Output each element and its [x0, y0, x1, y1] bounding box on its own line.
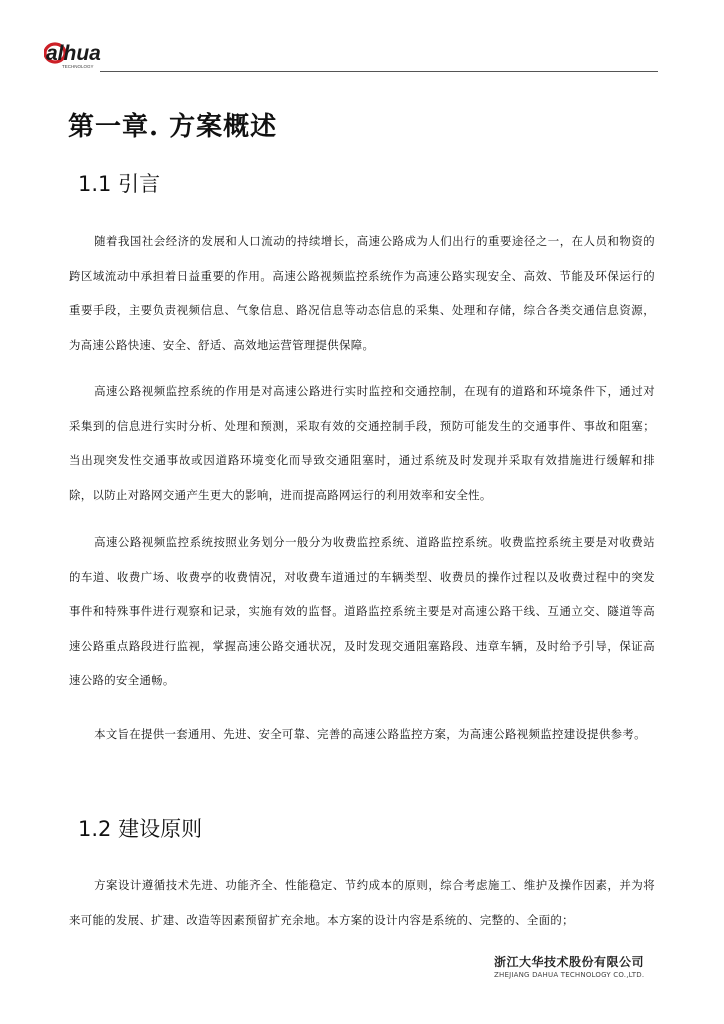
- chapter-title: 第一章. 方案概述: [68, 112, 278, 142]
- page-footer: [494, 955, 654, 985]
- page-header: [44, 40, 658, 74]
- header-rule: [100, 71, 658, 72]
- paragraph: 本文旨在提供一套通用、先进、安全可靠、完善的高速公路监控方案，为高速公路视频监控建设提供参考。: [94, 727, 646, 741]
- paragraph: 高速公路视频监控系统按照业务划分一般分为收费监控系统、道路监控系统。收费监控系统主要是对收费站的车道、收费广场、收费亭的收费情况，对收费车道通过的车辆类型、收费员的操作过程以及收费过程中的突发事件和特殊事件进行观察和记录，实施有效的监督。道路监控系统主要是对高速公路干线、互通立交、隧道等高速公路重点路段进行监视，掌握高速公路交通状况，及时发现交通阻塞路段、违章车辆，及时给予引导，保证高速公路的安全通畅。: [69, 535, 655, 688]
- logo-wordmark: alhua: [46, 42, 101, 65]
- dahua-logo: [44, 40, 134, 70]
- footer-company-cn: 浙江大华技术股份有限公司: [494, 955, 645, 969]
- logo-subtext: TECHNOLOGY: [62, 64, 94, 69]
- section-title-principles: 1.2 建设原则: [78, 817, 203, 841]
- paragraph: 方案设计遵循技术先进、功能齐全、性能稳定、节约成本的原则，综合考虑施工、维护及操作因素，并为将来可能的发展、扩建、改造等因素预留扩充余地。本方案的设计内容是系统的、完整的、全面的；: [69, 878, 655, 927]
- paragraph: 高速公路视频监控系统的作用是对高速公路进行实时监控和交通控制，在现有的道路和环境条件下，通过对采集到的信息进行实时分析、处理和预测，采取有效的交通控制手段，预防可能发生的交通事件、事故和阻塞；当出现突发性交通事故或因道路环境变化而导致交通阻塞时，通过系统及时发现并采取有效措施进行缓解和排除，以防止对路网交通产生更大的影响，进而提高路网运行的利用效率和安全性。: [69, 384, 655, 502]
- footer-company-en: ZHEJIANG DAHUA TECHNOLOGY CO.,LTD.: [494, 971, 645, 979]
- dahua-logo-graphic: [44, 40, 134, 70]
- section-title-intro: 1.1 引言: [78, 172, 161, 196]
- paragraph: 随着我国社会经济的发展和人口流动的持续增长，高速公路成为人们出行的重要途径之一，在人员和物资的跨区域流动中承担着日益重要的作用。高速公路视频监控系统作为高速公路实现安全、高效、节能及环保运行的重要手段，主要负责视频信息、气象信息、路况信息等动态信息的采集、处理和存储，综合各类交通信息资源，为高速公路快速、安全、舒适、高效地运营管理提供保障。: [69, 234, 655, 352]
